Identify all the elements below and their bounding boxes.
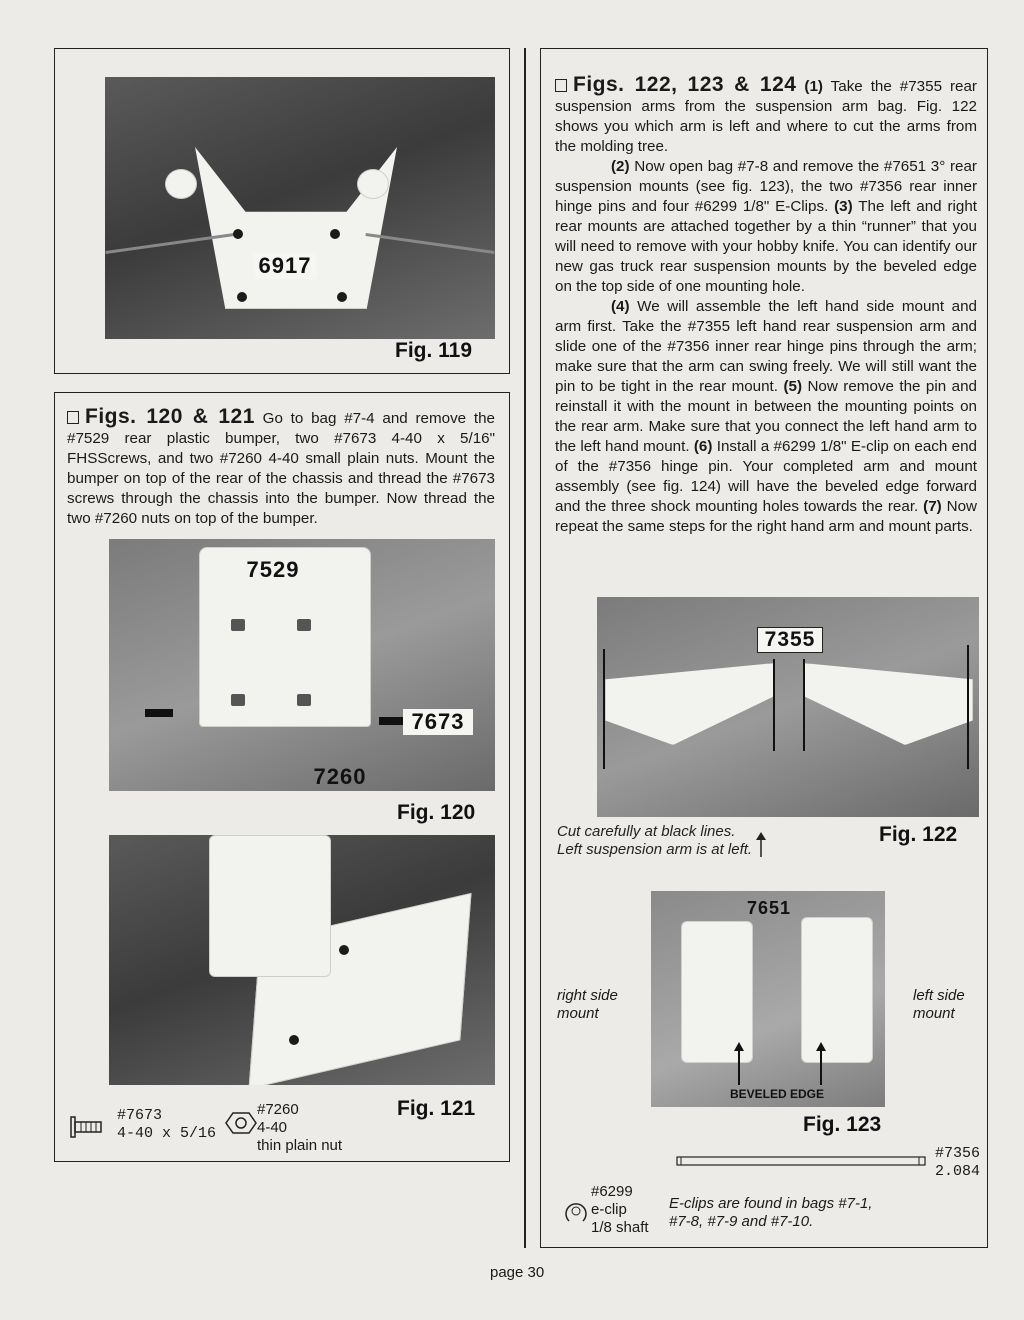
bumper-hole-4 xyxy=(297,694,311,706)
nut-legend xyxy=(257,1101,342,1155)
eclip-label xyxy=(591,1183,649,1237)
step-4-text: We will assemble the left hand side mount and arm first. Take the #7355 left hand rear suspension arm and slide one of the #7356 inner rear hinge pins through the arm; make sure that the arm can swing freely. We will still want the pin to be tight in the rear mount. xyxy=(555,298,977,395)
step-6-text: Install a #6299 1/8" E-clip on each end of the #7356 hinge pin. Your completed arm and mount assembly (see fig. 124) will have the beveled edge forward and the three shock mounting holes towards the rear. xyxy=(555,438,977,515)
cut-line-1 xyxy=(603,649,605,769)
fig-123-label: Fig. 123 xyxy=(803,1113,882,1136)
bumper-hole-2 xyxy=(297,619,311,631)
instructions-text xyxy=(555,75,977,537)
screw-icon xyxy=(69,1113,105,1146)
step-5-text: Now remove the pin and reinstall it with the mount in between the mounting points on the rear arm. Make sure that you connect the left hand arm to the left hand mount. xyxy=(555,378,977,455)
eclip-line3: 1/8 shaft xyxy=(591,1219,649,1236)
fig-122-caption xyxy=(557,823,752,859)
fig-122-caption-1: Cut carefully at black lines. xyxy=(557,823,736,840)
step-6-num: (6) xyxy=(693,438,713,455)
fig-122-label: Fig. 122 xyxy=(879,823,958,846)
part-label-7355: 7355 xyxy=(757,627,823,653)
step-3-text: The left and right rear mounts are attached together by a thin “runner” that you will need to remove with your hobby knife. You can identify our new gas truck rear suspension mounts by the beveled edge on the top side of one mounting hole. xyxy=(555,198,977,295)
step-5-num: (5) xyxy=(783,378,803,395)
fig-120-121-body: Go to bag #7-4 and remove the #7529 rear plastic bumper, two #7673 4-40 x 5/16" FHSScrews, and two #7260 4-40 small plain nuts. Mount the bumper on top of the rear of the chassis and thread the #7673 screws through the chassis into the bumper. Now thread the two #7260 nuts on top of the bumper. xyxy=(67,410,495,527)
step-2-text: Now open bag #7-8 and remove the #7651 3° rear suspension mounts (see fig. 123), the two #7356 rear inner hinge pins and four #6299 1/8" E-Clips. xyxy=(555,158,977,215)
hinge-pin-line2: 2.084 xyxy=(935,1163,981,1180)
fig-120-121-box xyxy=(54,392,510,1162)
fig-120-photo xyxy=(109,539,495,791)
beveled-edge-label: BEVELED EDGE xyxy=(729,1087,825,1101)
part-label-7260: 7260 xyxy=(313,764,367,789)
instructions-heading: Figs. 122, 123 & 124 xyxy=(573,73,797,96)
column-divider xyxy=(524,48,526,1248)
hinge-pin-line1: #7356 xyxy=(935,1145,981,1162)
step-2-num: (2) xyxy=(611,158,630,175)
screw-1 xyxy=(233,229,243,239)
step-1-num: (1) xyxy=(804,78,823,95)
fig-122-caption-2: Left suspension arm is at left. xyxy=(557,841,753,858)
checkbox-icon-2[interactable] xyxy=(555,79,567,92)
fig-119-label: Fig. 119 xyxy=(395,339,473,362)
screw-legend xyxy=(117,1107,216,1143)
eclip-line1: #6299 xyxy=(591,1183,633,1200)
bumper-hole-1 xyxy=(231,619,245,631)
right-side-text: right side xyxy=(557,987,618,1004)
fig-123-photo xyxy=(651,891,885,1107)
arrow-up-icon xyxy=(755,831,767,864)
page-number: page 30 xyxy=(490,1264,545,1281)
screw-5 xyxy=(339,945,349,955)
fig-121-photo xyxy=(109,835,495,1085)
rod-right xyxy=(365,233,494,254)
step-4-num: (4) xyxy=(611,298,630,315)
shock-mount-left xyxy=(165,169,197,199)
screw-left xyxy=(145,709,173,717)
nut-legend-line1: #7260 xyxy=(257,1101,299,1118)
screw-6 xyxy=(289,1035,299,1045)
screw-3 xyxy=(237,292,247,302)
left-mount-text: mount xyxy=(913,1005,955,1022)
right-side-mount-label xyxy=(557,987,618,1023)
arm-left xyxy=(605,663,775,745)
arm-right xyxy=(803,663,973,745)
eclip-note-2: #7-8, #7-9 and #7-10. xyxy=(669,1213,814,1230)
cut-line-4 xyxy=(967,645,969,769)
eclip-note xyxy=(669,1195,872,1231)
fig-120-label: Fig. 120 xyxy=(397,801,476,824)
mount-left-part xyxy=(801,917,873,1063)
bumper-hole-3 xyxy=(231,694,245,706)
step-7-num: (7) xyxy=(923,498,942,515)
eclip-line2: e-clip xyxy=(591,1201,627,1218)
part-label-7529: 7529 xyxy=(246,557,300,582)
shock-mount-right xyxy=(357,169,389,199)
fig-119-box xyxy=(54,48,510,374)
step-3-num: (3) xyxy=(834,198,853,215)
screw-right xyxy=(379,717,405,725)
nut-icon xyxy=(225,1111,257,1140)
part-label-6917: 6917 xyxy=(253,253,317,279)
hinge-pin-icon xyxy=(675,1153,927,1174)
fig-119-photo xyxy=(105,77,495,339)
fig-121-label: Fig. 121 xyxy=(397,1097,476,1120)
screw-legend-line2: 4-40 x 5/16 xyxy=(117,1125,217,1142)
left-side-text: left side xyxy=(913,987,965,1004)
nut-legend-line2: 4-40 xyxy=(257,1119,288,1136)
shock-tower xyxy=(209,835,331,977)
fig-120-121-text xyxy=(67,407,495,529)
fig-120-121-heading: Figs. 120 & 121 xyxy=(85,405,255,428)
eclip-note-1: E-clips are found in bags #7-1, xyxy=(669,1195,873,1212)
right-mount-text: mount xyxy=(557,1005,599,1022)
eclip-icon xyxy=(561,1197,591,1230)
cut-line-2 xyxy=(773,659,775,751)
screw-legend-line1: #7673 xyxy=(117,1107,163,1124)
cut-line-3 xyxy=(803,659,805,751)
screw-2 xyxy=(330,229,340,239)
hinge-pin-label xyxy=(935,1145,980,1181)
checkbox-icon[interactable] xyxy=(67,411,79,424)
screw-4 xyxy=(337,292,347,302)
step-7-text: Now repeat the same steps for the right hand arm and mount parts. xyxy=(555,498,977,535)
step-1-text: Take the #7355 rear suspension arms from the suspension arm bag. Fig. 122 shows you which arm is left and where to cut the arms from the molding tree. xyxy=(555,78,977,155)
fig-122-123-box xyxy=(540,48,988,1248)
part-label-7673: 7673 xyxy=(403,709,473,735)
fig-122-photo xyxy=(597,597,979,817)
nut-legend-line3: thin plain nut xyxy=(257,1137,343,1154)
part-label-7651: 7651 xyxy=(746,898,792,918)
left-side-mount-label xyxy=(913,987,965,1023)
